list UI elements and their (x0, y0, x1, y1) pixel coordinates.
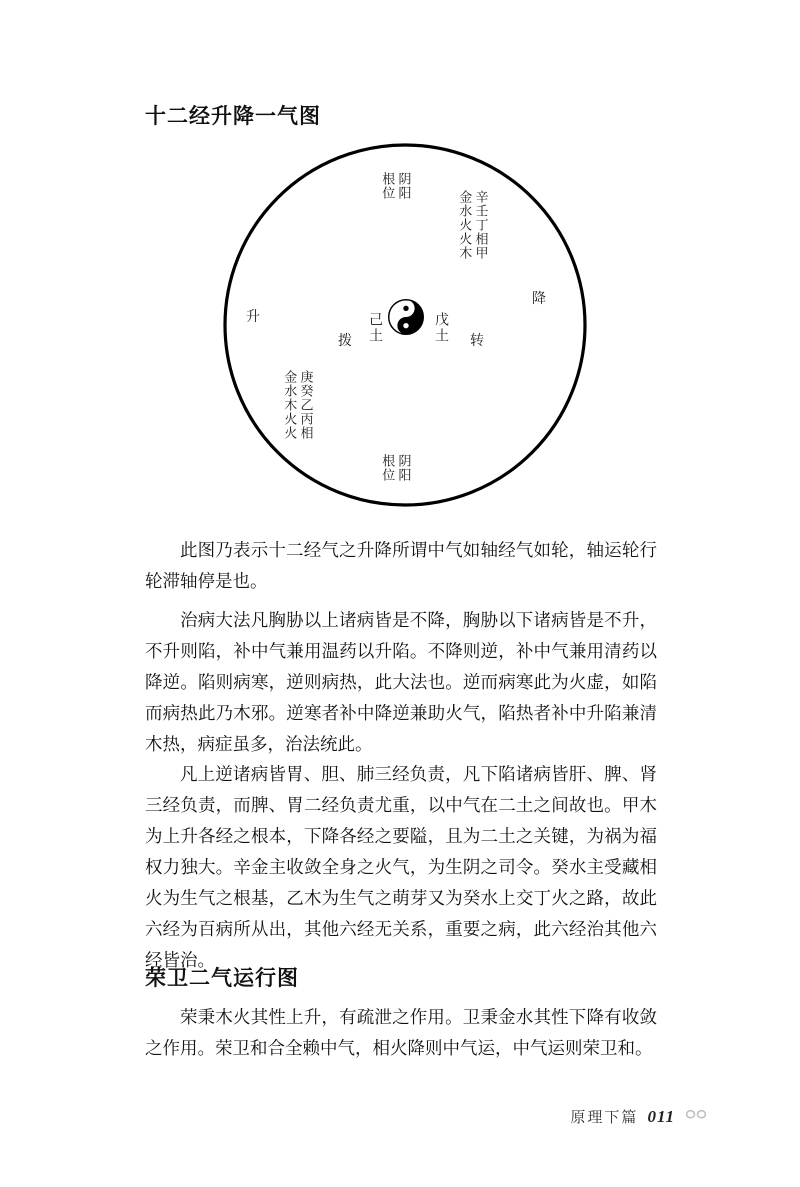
label-top-yin-yang-root-position (380, 172, 410, 200)
label-bottom-stems: 庚癸乙丙相 (297, 370, 313, 440)
label-ascend: 升 (246, 309, 260, 325)
page-title-second-section: 荣卫二气运行图 (145, 966, 299, 990)
label-stir: 拨 (338, 333, 352, 349)
label-ji-earth: 己土 (367, 312, 383, 344)
label-bottom-stems-elements (282, 370, 312, 440)
paragraph-rong-wei-circulation: 荣秉木火其性上升，有疏泄之作用。卫秉金水其性下降有收敛之作用。荣卫和合全赖中气，相火降则中气运，中气运则荣卫和。 (145, 1007, 657, 1059)
label-turn: 转 (470, 333, 484, 349)
label-bottom-yin-yang-root-position (380, 454, 410, 482)
footer-section-name: 原理下篇 (570, 1108, 639, 1126)
label-top-elements: 金水火火木 (456, 190, 472, 260)
paragraph-treatment-principles: 治病大法凡胸胁以上诸病皆是不降，胸胁以下诸病皆是不升，不升则陷，补中气兼用温药以升陷。不降则逆，补中气兼用清药以降逆。陷则病寒，逆则病热，此大法也。逆而病寒此为火虚，如陷而病热此乃木邪。逆寒者补中降逆兼助火气，陷热者补中升陷兼清木热，病症虽多，治法统此。 (145, 610, 657, 755)
label-bottom-yin-yang: 阴阳 (395, 454, 411, 482)
label-bottom-elements: 金水木火火 (281, 370, 297, 440)
qi-circulation-diagram (222, 142, 588, 508)
label-top-stems: 辛壬丁相甲 (472, 190, 488, 260)
label-top-stems-elements (457, 190, 487, 260)
page-title-first-section: 十二经升降一气图 (145, 104, 321, 128)
label-top-yin-yang: 阴阳 (395, 172, 411, 200)
double-swirl-ornament-icon (684, 1108, 708, 1122)
label-top-root-position: 根位 (379, 172, 395, 200)
footer-page-number: 011 (647, 1107, 675, 1126)
taiji-icon (388, 299, 424, 335)
page-footer (0, 1106, 800, 1127)
label-bottom-root-position: 根位 (379, 454, 395, 482)
label-descend: 降 (532, 291, 546, 307)
label-wu-earth: 戊土 (433, 312, 449, 344)
paragraph-diagram-explanation: 此图乃表示十二经气之升降所谓中气如轴经气如轮，轴运轮行轮滞轴停是也。 (145, 540, 657, 592)
paragraph-meridian-responsibility: 凡上逆诸病皆胃、胆、肺三经负责，凡下陷诸病皆肝、脾、肾三经负责，而脾、胃二经负责尤重，以中气在二土之间故也。甲木为上升各经之根本，下降各经之要隘，且为二土之关键，为祸为福权力独大。辛金主收敛全身之火气，为生阴之司令。癸水主受藏相火为生气之根基，乙木为生气之萌芽又为癸水上交丁火之路，故此六经为百病所从出，其他六经无关系，重要之病，此六经治其他六经皆治。 (145, 764, 657, 971)
